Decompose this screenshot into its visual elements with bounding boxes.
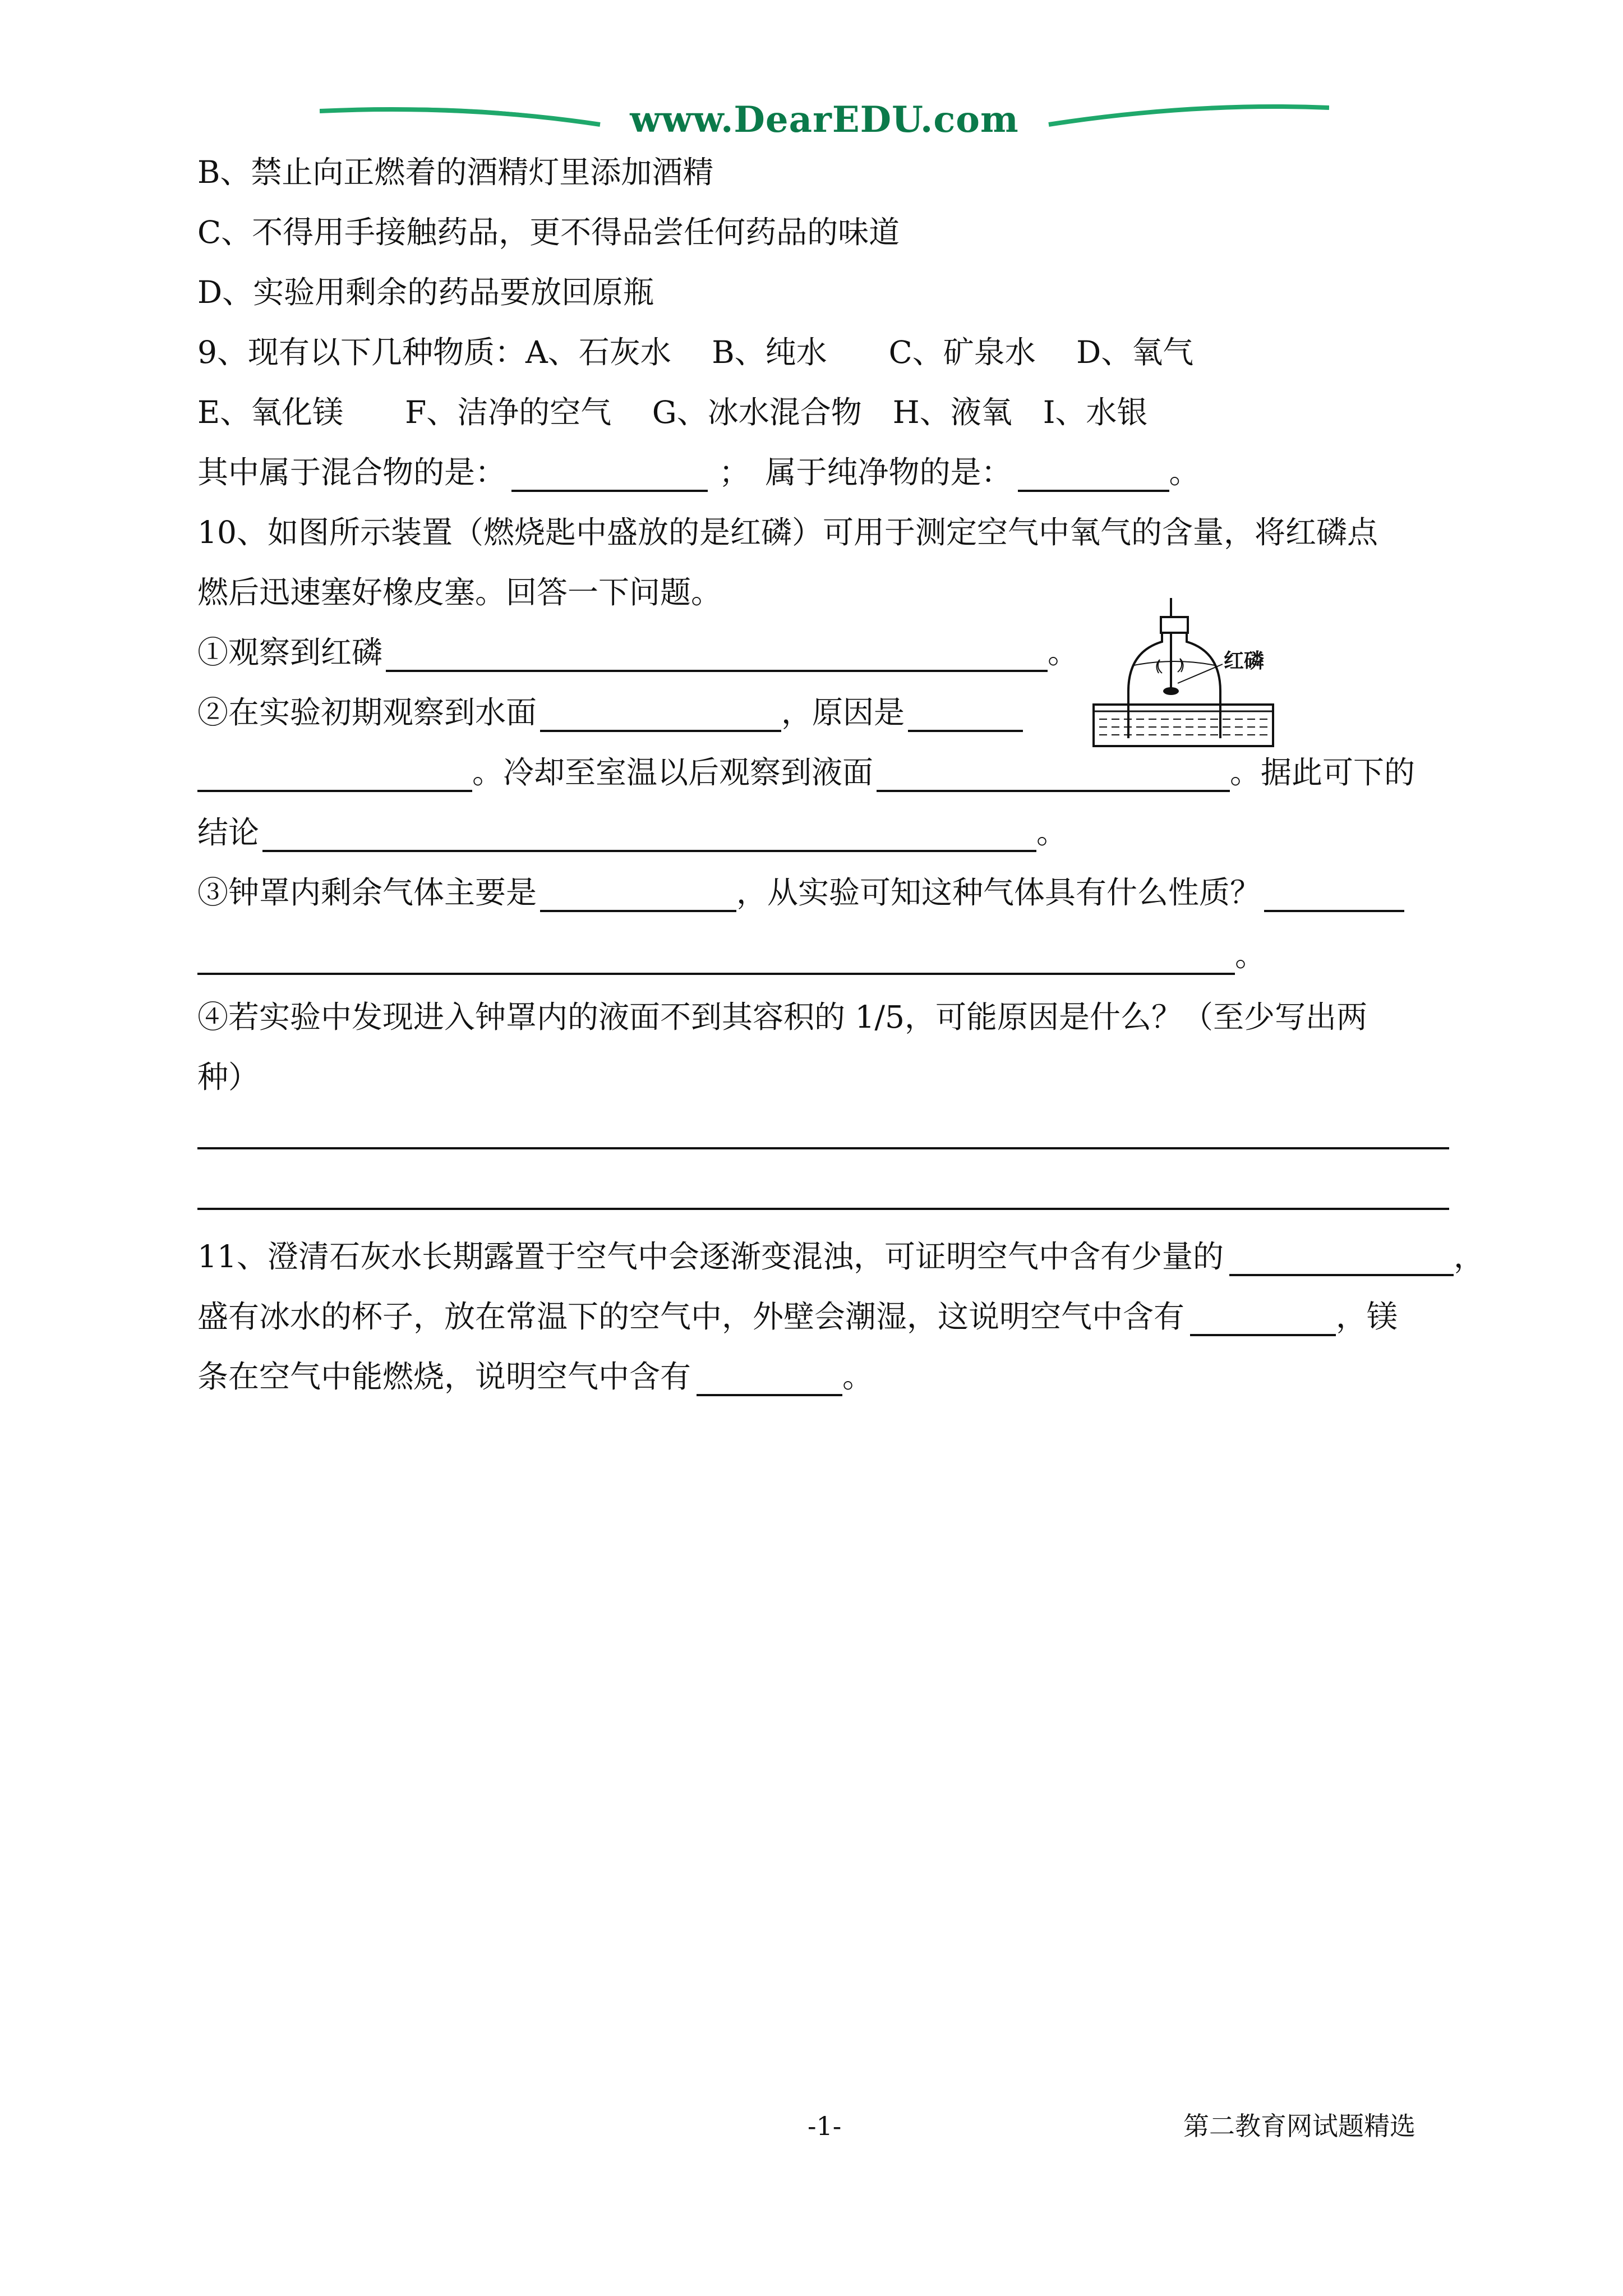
bell-jar-apparatus-icon: [1082, 595, 1318, 752]
page-number: -1-: [808, 2111, 842, 2141]
q10-1-end: 。: [1048, 634, 1079, 670]
pure-answer-blank[interactable]: [1018, 457, 1169, 492]
oxygen-blank[interactable]: [697, 1361, 842, 1396]
reason-blank[interactable]: [908, 697, 1023, 732]
q10-3-label: ③钟罩内剩余气体主要是: [197, 875, 537, 910]
q10-3-line-1: [197, 873, 1404, 912]
q11-label-3: 条在空气中能燃烧，说明空气中含有: [197, 1359, 691, 1395]
answer-line-1[interactable]: [197, 1147, 1449, 1149]
option-b: B、禁止向正燃着的酒精灯里添加酒精: [197, 154, 714, 190]
mixture-answer-blank[interactable]: [511, 457, 708, 492]
q10-line-1: 10、如图所示装置（燃烧匙中盛放的是红磷）可用于测定空气中氧气的含量，将红磷点: [197, 514, 1378, 550]
q10-2-line-2: [197, 753, 1415, 792]
q11-end-3: 。: [842, 1359, 874, 1395]
water-vapor-blank[interactable]: [1190, 1301, 1336, 1336]
q10-2-conclude-label: 。据此可下的: [1230, 754, 1415, 790]
reason-blank-cont[interactable]: [197, 757, 472, 792]
q10-3-property-label: ，从实验可知这种气体具有什么性质？: [736, 875, 1261, 910]
q10-1-blank[interactable]: [386, 637, 1048, 672]
q9-mixture-label: 其中属于混合物的是：: [197, 454, 506, 490]
q9-line-3: [197, 453, 1200, 492]
q9-line-2: E、氧化镁 F、洁净的空气 G、冰水混合物 H、液氧 I、水银: [197, 394, 1148, 430]
property-blank-cont[interactable]: [197, 940, 1235, 975]
q10-2-line-1: [197, 693, 1023, 732]
q10-2-label: ②在实验初期观察到水面: [197, 694, 537, 730]
q11-label-1: 11、澄清石灰水长期露置于空气中会逐渐变混浊，可证明空气中含有少量的: [197, 1239, 1224, 1274]
liquid-level-blank[interactable]: [877, 757, 1230, 792]
q10-2-reason-label: ，原因是: [781, 694, 905, 730]
q10-2-line-3: [197, 813, 1067, 852]
header-banner: [320, 94, 1329, 156]
co2-blank[interactable]: [1229, 1241, 1454, 1276]
q11-line-2: [197, 1297, 1398, 1336]
q10-4-line-2: 种）: [197, 1059, 260, 1095]
q10-line-2: 燃后迅速塞好橡皮塞。回答一下问题。: [197, 574, 722, 610]
q9-line-1: 9、现有以下几种物质：A、石灰水 B、纯水 C、矿泉水 D、氧气: [197, 334, 1194, 370]
q9-pure-label: ； 属于纯净物的是：: [719, 454, 1012, 490]
option-d: D、实验用剩余的药品要放回原瓶: [197, 274, 654, 310]
water-surface-blank[interactable]: [540, 697, 781, 732]
q10-2-conclusion-label: 结论: [197, 815, 260, 850]
q10-3-line-2: [197, 936, 1266, 975]
q11-line-1: [197, 1237, 1484, 1276]
q10-1-label: ①观察到红磷: [197, 634, 383, 670]
q10-2-cool-label: 。冷却至室温以后观察到液面: [472, 754, 874, 790]
q10-2-end: 。: [1036, 815, 1068, 850]
site-name[interactable]: www.DearEDU.com: [630, 99, 1019, 141]
q10-4-line-1: ④若实验中发现进入钟罩内的液面不到其容积的 1/5，可能原因是什么？（至少写出两: [197, 999, 1368, 1035]
q10-1: [197, 633, 1078, 672]
remaining-gas-blank[interactable]: [540, 877, 736, 912]
q10-3-end: 。: [1235, 937, 1266, 973]
option-c: C、不得用手接触药品，更不得品尝任何药品的味道: [197, 214, 900, 250]
q11-end-1: ，: [1454, 1239, 1485, 1274]
q11-label-2: 盛有冰水的杯子，放在常温下的空气中，外壁会潮湿，这说明空气中含有: [197, 1299, 1185, 1335]
property-blank[interactable]: [1264, 877, 1404, 912]
apparatus-figure: [1082, 595, 1318, 752]
q11-line-3: [197, 1357, 873, 1396]
answer-line-2[interactable]: [197, 1208, 1449, 1210]
q11-end-2: ，镁: [1336, 1299, 1398, 1335]
red-phosphorus-label: 红磷: [1224, 650, 1265, 673]
conclusion-blank[interactable]: [262, 817, 1036, 852]
footer-source: 第二教育网试题精选: [1183, 2111, 1415, 2141]
q9-end: 。: [1169, 454, 1200, 490]
